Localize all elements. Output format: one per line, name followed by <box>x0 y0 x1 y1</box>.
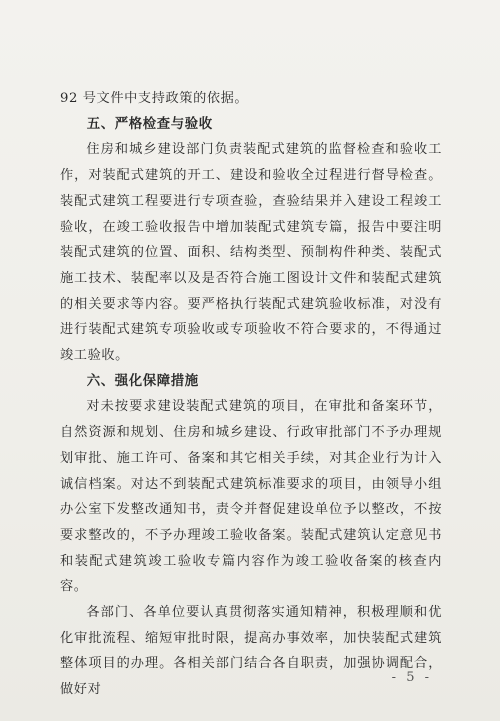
section-heading-5: 五、严格检查与验收 <box>86 116 213 132</box>
section-5-paragraph: 住房和城乡建设部门负责装配式建筑的监督检查和验收工作，对装配式建筑的开工、建设和验收全过程进行督导检查。装配式建筑工程要进行专项查验，查验结果并入建设工程竣工验收，在竣工验收报告中增加装配式建筑专篇，报告中要注明装配式建筑的位置、面积、结构类型、预制构件种类、装配式施工技术、装配率以及是否符合施工图设计文件和装配式建筑的相关要求等内容。要严格执行装配式建筑验收标准，对没有进行装配式建筑专项验收或专项验收不符合要求的，不得通过竣工验收。 <box>60 142 442 364</box>
section-heading-6: 六、强化保障措施 <box>86 373 199 389</box>
page-number: - 5 - <box>391 670 432 685</box>
section-6-paragraph-2: 各部门、各单位要认真贯彻落实通知精神，积极理顺和优化审批流程、缩短审批时限，提高办事效率，加快装配式建筑整体项目的办理。各相关部门结合各自职责，加强协调配合，做好对 <box>60 605 442 698</box>
section-6-paragraph-1: 对未按要求建设装配式建筑的项目，在审批和备案环节，自然资源和规划、住房和城乡建设、行政审批部门不予办理规划审批、施工许可、备案和其它相关手续，对其企业行为计入诚信档案。对达不到装配式建筑标准要求的项目，由领导小组办公室下发整改通知书，责令并督促建设单位予以整改，不按要求整改的，不予办理竣工验收备案。装配式建筑认定意见书和装配式建筑竣工验收专篇内容作为竣工验收备案的核查内容。 <box>60 399 442 595</box>
lead-fragment: 92 号文件中支持政策的依据。 <box>60 91 249 106</box>
document-body <box>60 86 442 703</box>
